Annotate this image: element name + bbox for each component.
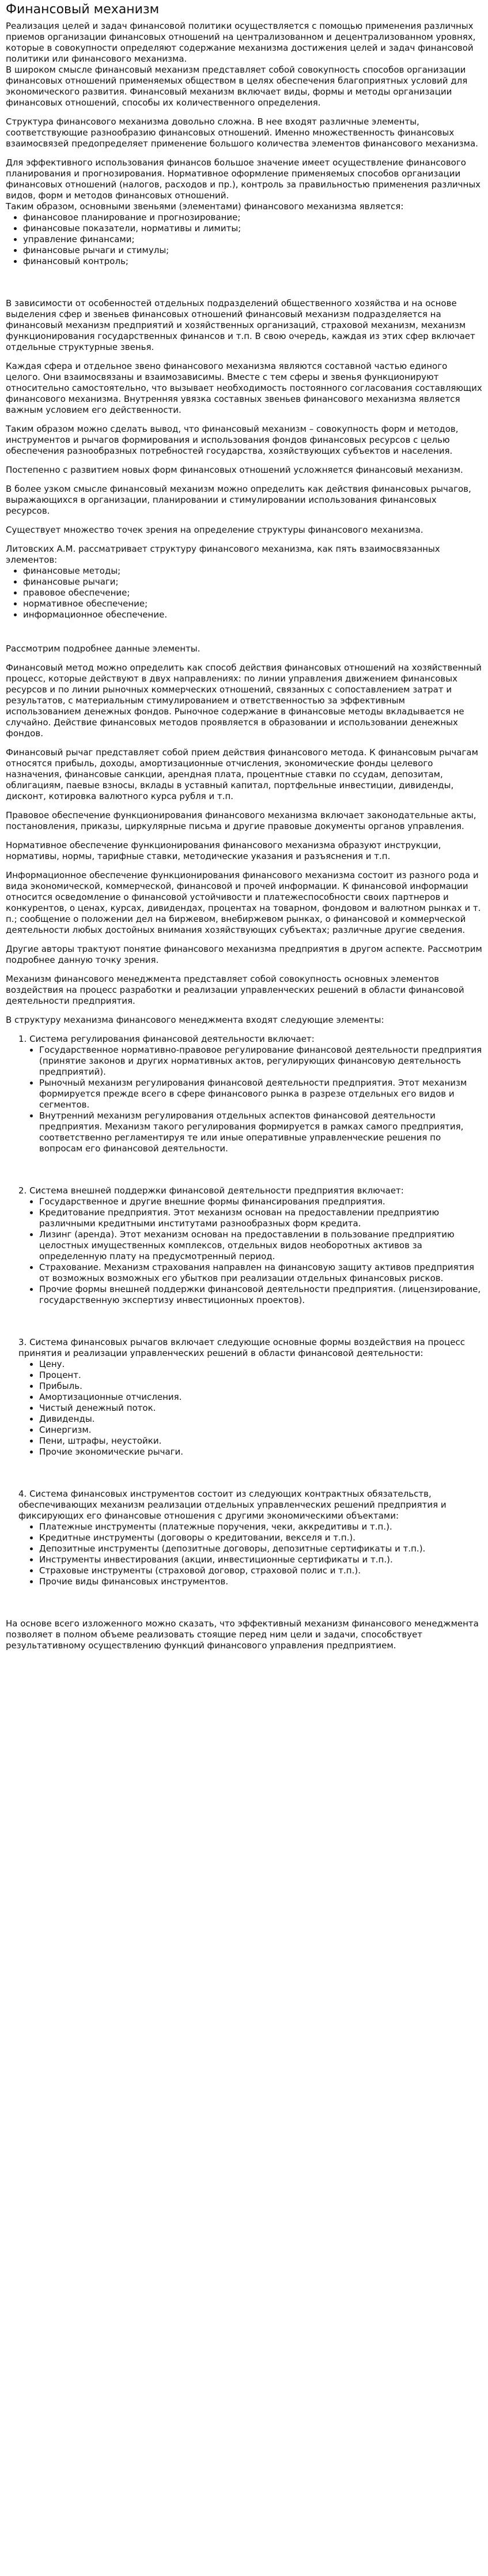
- list-item: • Кредитные инструменты (договоры о кредитовании, векселя и т.п.).: [39, 1532, 482, 1543]
- list-item: • нормативное обеспечение;: [23, 598, 482, 609]
- paragraph-broad-definition: В широком смысле финансовый механизм представляет собой совокупность способов организации финансовых отношений применяемых обществом в целях обеспечения благоприятных условий для экономического развития. Финансовый механизм включает виды, формы и методы организации финансовых отношений, способы их количественного определения.: [6, 65, 468, 108]
- levers-list: [18, 1359, 482, 1458]
- paragraph-information-support: Информационное обеспечение функционирования финансового механизма состоит из разного рода и вида экономической, коммерческой, финансовой и прочей информации. К финансовой информации относится осведомление о финансовой устойчивости и платежеспособности своих партнеров и конкурентов, о ценах, курсах, дивидендах, процентах на товарном, фондовом и валютном рынках и т. п.; сообщение о положении дел на биржевом, внебиржевом рынках, о финансовой и коммерческой деятельности любых достойных внимания хозяйствующих субъектах; различные другие сведения.: [6, 870, 481, 935]
- section-external-support: [6, 1185, 482, 1306]
- paragraph-conclusion-definition: Таким образом можно сделать вывод, что финансовый механизм – совокупность форм и методов, инструментов и рычагов формирования и использования фондов финансовых ресурсов с целью обеспечения разнообразных потребностей государства, хозяйствующих субъектов и населения.: [6, 424, 459, 456]
- paragraph-elements-lead: Таким образом, основными звеньями (элементами) финансового механизма является:: [6, 201, 404, 212]
- list-item: • Цену.: [39, 1359, 482, 1370]
- list-item: • финансовое планирование и прогнозирование;: [23, 212, 482, 223]
- section-regulation: [6, 1034, 482, 1154]
- list-item: • Пени, штрафы, неустойки.: [39, 1436, 482, 1447]
- paragraph-litovskikh: Литовских А.М. рассматривает структуру финансового механизма, как пять взаимосвязанных элементов:: [6, 544, 440, 565]
- paragraph-complexity: Постепенно с развитием новых форм финансовых отношений усложняется финансовый механизм.: [6, 465, 463, 475]
- paragraph-narrow-definition: В более узком смысле финансовый механизм можно определить как действия финансовых рычагов, выражающихся в организации, планировании и стимулировании использования финансовых ресурсов.: [6, 484, 471, 516]
- list-item: • Депозитные инструменты (депозитные договоры, депозитные сертификаты и т.п.).: [39, 1543, 482, 1554]
- list-item: • Внутренний механизм регулирования отдельных аспектов финансовой деятельности предприятия. Механизм такого регулирования формируется в рамках самого предприятия, соответственно регламентируя те или иные оперативные управленческие решения по вопросам его финансовой деятельности.: [39, 1110, 482, 1154]
- list-item: • Процент.: [39, 1370, 482, 1381]
- list-item: • Государственное и другие внешние формы финансирования предприятия.: [39, 1196, 482, 1207]
- section-title: 4. Система финансовых инструментов состоит из следующих контрактных обязательств, обеспечивающих механизм реализации отдельных управленческих решений предприятия и фиксирующих его финансовые отношения с другими экономическими объектами:: [18, 1489, 447, 1521]
- list-item: • Прочие экономические рычаги.: [39, 1447, 482, 1458]
- paragraph-planning: Для эффективного использования финансов большое значение имеет осуществление финансового планирования и прогнозирования. Нормативное оформление применяемых способов организации финансовых отношений (налогов, расходов и пр.), контроль за правильностью применения различных видов, форм и методов финансовых отношений.: [6, 157, 481, 201]
- paragraph-management-mechanism: Механизм финансового менеджмента представляет собой совокупность основных элементов воздействия на процесс разработки и реализации управленческих решений в области финансовой деятельности предприятия.: [6, 974, 464, 1006]
- list-item: • Амортизационные отчисления.: [39, 1392, 482, 1403]
- list-item: • Платежные инструменты (платежные поручения, чеки, аккредитивы и т.п.).: [39, 1522, 482, 1532]
- external-support-list: [18, 1196, 482, 1306]
- list-item: • финансовые показатели, нормативы и лимиты;: [23, 223, 482, 234]
- list-item: • Страхование. Механизм страхования направлен на финансовую защиту активов предприятия от возможных возможных его убытков при реализации отдельных финансовых рисков.: [39, 1262, 482, 1284]
- list-item: • финансовые рычаги;: [23, 577, 482, 587]
- list-item: • Дивиденды.: [39, 1414, 482, 1425]
- paragraph-spheres: В зависимости от особенностей отдельных подразделений общественного хозяйства и на основе выделения сфер и звеньев финансовых отношений финансовый механизм подразделяется на финансовый механизм предприятий и хозяйственных организаций, страховой механизм, механизм функционирования государственных финансов и т.п. В свою очередь, каждая из этих сфер включает отдельные структурные звенья.: [6, 298, 475, 352]
- paragraph-final-conclusion: На основе всего изложенного можно сказать, что эффективный механизм финансового менеджмента позволяет в полном объеме реализовать стоящие перед ним цели и задачи, способствует результативному осуществлению функций финансового управления предприятием.: [6, 1618, 479, 1651]
- regulation-list: [18, 1045, 482, 1154]
- list-item: • Чистый денежный поток.: [39, 1403, 482, 1414]
- paragraph-legal-support: Правовое обеспечение функционирования финансового механизма включает законодательные акты, постановления, приказы, циркулярные письма и другие правовые документы органов управления.: [6, 810, 476, 831]
- list-item: • финансовый контроль;: [23, 256, 482, 267]
- list-item: • финансовые методы;: [23, 566, 482, 577]
- page-title: Финансовый механизм: [6, 2, 160, 17]
- paragraph-financial-lever: Финансовый рычаг представляет собой прием действия финансового метода. К финансовым рычагам относятся прибыль, доходы, амортизационные отчисления, экономические фонды целевого назначения, финансовые санкции, арендная плата, процентные ставки по ссудам, депозитам, облигациям, паевые взносы, вклады в уставный капитал, портфельные инвестиции, дивиденды, дисконт, котировка валютного курса рубля и т.п.: [6, 747, 478, 801]
- paragraph-consider: Рассмотрим подробнее данные элементы.: [6, 643, 201, 654]
- paragraph-intro: Реализация целей и задач финансовой политики осуществляется с помощью применения различных приемов организации финансовых отношений на централизованном и децентрализованном уровнях, которые в совокупности определяют содержание механизма достижения целей и задач финансовой политики или финансового механизма.: [6, 21, 476, 64]
- section-title: 3. Система финансовых рычагов включает следующие основные формы воздействия на процесс принятия и реализации управленческих решений в области финансовой деятельности:: [18, 1337, 465, 1358]
- list-item: • Прочие виды финансовых инструментов.: [39, 1576, 482, 1587]
- list-item: • Прибыль.: [39, 1381, 482, 1392]
- list-item: • Синергизм.: [39, 1425, 482, 1436]
- list-item: • Рыночный механизм регулирования финансовой деятельности предприятия. Этот механизм формируется прежде всего в сфере финансового рынка в разрезе отдельных его видов и сегментов.: [39, 1078, 482, 1110]
- section-financial-levers: [6, 1337, 482, 1458]
- elements-list: [6, 212, 482, 267]
- paragraph-viewpoints: Существует множество точек зрения на определение структуры финансового механизма.: [6, 525, 423, 535]
- instruments-list: [18, 1522, 482, 1587]
- list-item: • Страховые инструменты (страховой договор, страховой полис и т.п.).: [39, 1565, 482, 1576]
- paragraph-interdependence: Каждая сфера и отдельное звено финансового механизма являются составной частью единого целого. Они взаимосвязаны и взаимозависимы. Вместе с тем сферы и звенья функционируют относительно самостоятельно, что вызывает необходимость постоянного согласования составляющих финансового механизма. Внутренняя увязка составных звеньев финансового механизма является важным условием его действенности.: [6, 361, 482, 415]
- list-item: • Лизинг (аренда). Этот механизм основан на предоставлении в пользование предприятию целостных имущественных комплексов, отдельных видов необоротных активов за определенную плату на предусмотренный период.: [39, 1229, 482, 1262]
- paragraph-structure: Структура финансового механизма довольно сложна. В нее входят различные элементы, соответствующие разнообразию финансовых отношений. Именно множественность финансовых взаимосвязей предопределяет применение большого количества элементов финансового механизма.: [6, 116, 478, 149]
- list-item: • Инструменты инвестирования (акции, инвестиционные сертификаты и т.п.).: [39, 1554, 482, 1565]
- list-item: • правовое обеспечение;: [23, 587, 482, 598]
- five-elements-list: [6, 566, 482, 620]
- paragraph-normative-support: Нормативное обеспечение функционирования финансового механизма образуют инструкции, нормативы, нормы, тарифные ставки, методические указания и разъяснения и т.п.: [6, 840, 441, 861]
- list-item: • Кредитование предприятия. Этот механизм основан на предоставлении предприятию различными кредитными институтами разнообразных форм кредита.: [39, 1207, 482, 1229]
- list-item: • Прочие формы внешней поддержки финансовой деятельности предприятия. (лицензирование, государственную экспертизу инвестиционных проектов).: [39, 1284, 482, 1306]
- section-title: 1. Система регулирования финансовой деятельности включает:: [18, 1034, 315, 1044]
- list-item: • управление финансами;: [23, 234, 482, 245]
- list-item: • Государственное нормативно-правовое регулирование финансовой деятельности предприятия (принятие законов и других нормативных актов, регулирующих финансовую деятельность предприятий).: [39, 1045, 482, 1078]
- section-title: 2. Система внешней поддержки финансовой деятельности предприятия включает:: [18, 1185, 404, 1196]
- paragraph-financial-method: Финансовый метод можно определить как способ действия финансовых отношений на хозяйственный процесс, которые действуют в двух направлениях: по линии управления движением финансовых ресурсов и по линии рыночных коммерческих отношений, связанных с сопоставлением затрат и результатов, с материальным стимулированием и ответственностью за эффективным использованием денежных фондов. Рыночное содержание в финансовые методы вкладывается не случайно. Действие финансовых методов проявляется в образовании и использовании денежных фондов.: [6, 662, 482, 739]
- list-item: • информационное обеспечение.: [23, 609, 482, 620]
- paragraph-structure-lead: В структуру механизма финансового менеджмента входят следующие элементы:: [6, 1015, 384, 1025]
- paragraph-other-authors: Другие авторы трактуют понятие финансового механизма предприятия в другом аспекте. Рассмотрим подробнее данную точку зрения.: [6, 944, 482, 965]
- list-item: • финансовые рычаги и стимулы;: [23, 245, 482, 256]
- section-financial-instruments: [6, 1489, 482, 1587]
